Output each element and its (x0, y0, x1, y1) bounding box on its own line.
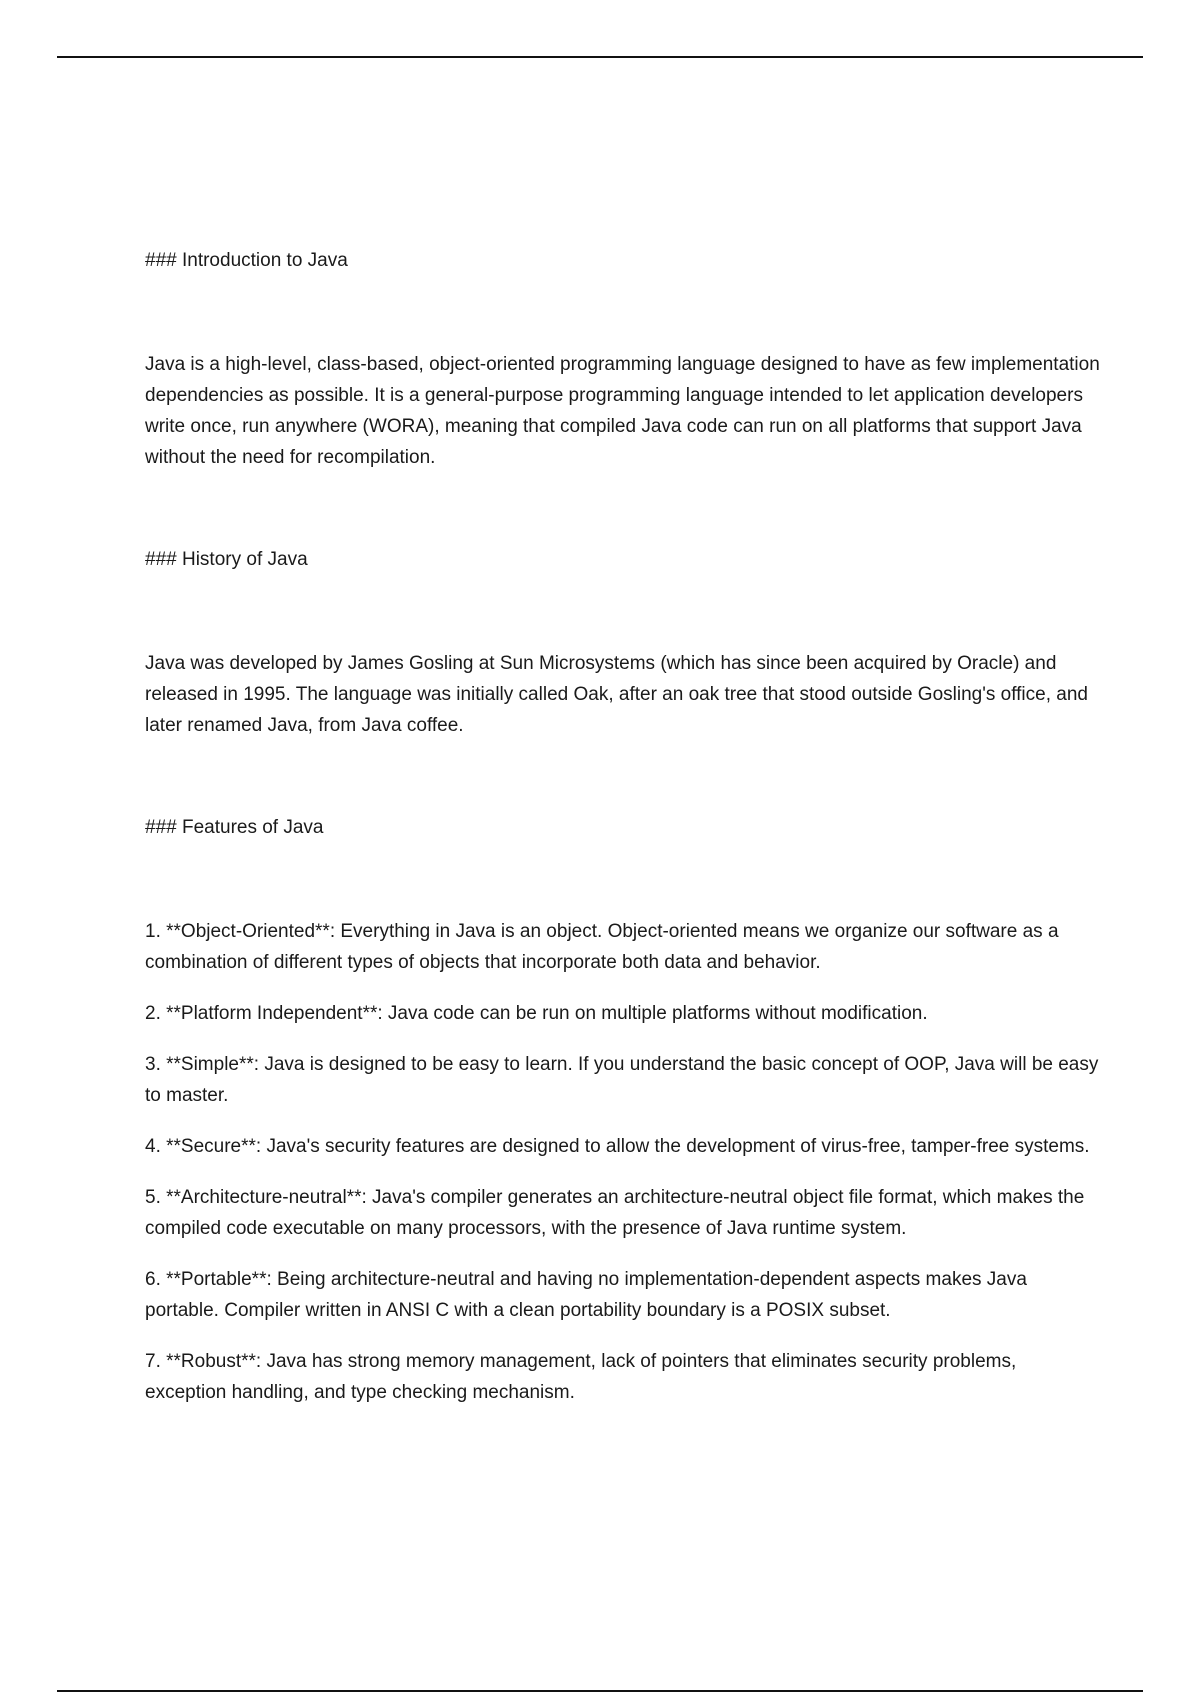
feature-item-platform-independent: 2. **Platform Independent**: Java code can be run on multiple platforms without modification. (145, 1003, 928, 1024)
feature-item-robust: 7. **Robust**: Java has strong memory management, lack of pointers that eliminates security problems, exception handling, and type checking mechanism. (145, 1351, 1017, 1403)
heading-features: ### Features of Java (145, 817, 324, 838)
paragraph-history: Java was developed by James Gosling at Sun Microsystems (which has since been acquired by Oracle) and released in 1995. The language was initially called Oak, after an oak tree that stood outside Gosling's office, and later renamed Java, from Java coffee. (145, 653, 1088, 736)
features-list (145, 916, 1100, 1428)
footer-rule (57, 1690, 1143, 1692)
feature-item-portable: 6. **Portable**: Being architecture-neutral and having no implementation-dependent aspects makes Java portable. Compiler written in ANSI C with a clean portability boundary is a POSIX subset. (145, 1269, 1027, 1321)
paragraph-introduction: Java is a high-level, class-based, object-oriented programming language designed to have as few implementation dependencies as possible. It is a general-purpose programming language intended to let application developers write once, run anywhere (WORA), meaning that compiled Java code can run on all platforms that support Java without the need for recompilation. (145, 354, 1100, 468)
header-rule (57, 56, 1143, 58)
heading-history: ### History of Java (145, 549, 308, 570)
feature-item-architecture-neutral: 5. **Architecture-neutral**: Java's compiler generates an architecture-neutral object file format, which makes the compiled code executable on many processors, with the presence of Java runtime system. (145, 1187, 1085, 1239)
feature-item-secure: 4. **Secure**: Java's security features are designed to allow the development of virus-free, tamper-free systems. (145, 1136, 1090, 1157)
feature-item-simple: 3. **Simple**: Java is designed to be easy to learn. If you understand the basic concept of OOP, Java will be easy to master. (145, 1054, 1099, 1106)
feature-item-object-oriented: 1. **Object-Oriented**: Everything in Java is an object. Object-oriented means we organize our software as a combination of different types of objects that incorporate both data and behavior. (145, 921, 1059, 973)
heading-introduction: ### Introduction to Java (145, 250, 348, 271)
